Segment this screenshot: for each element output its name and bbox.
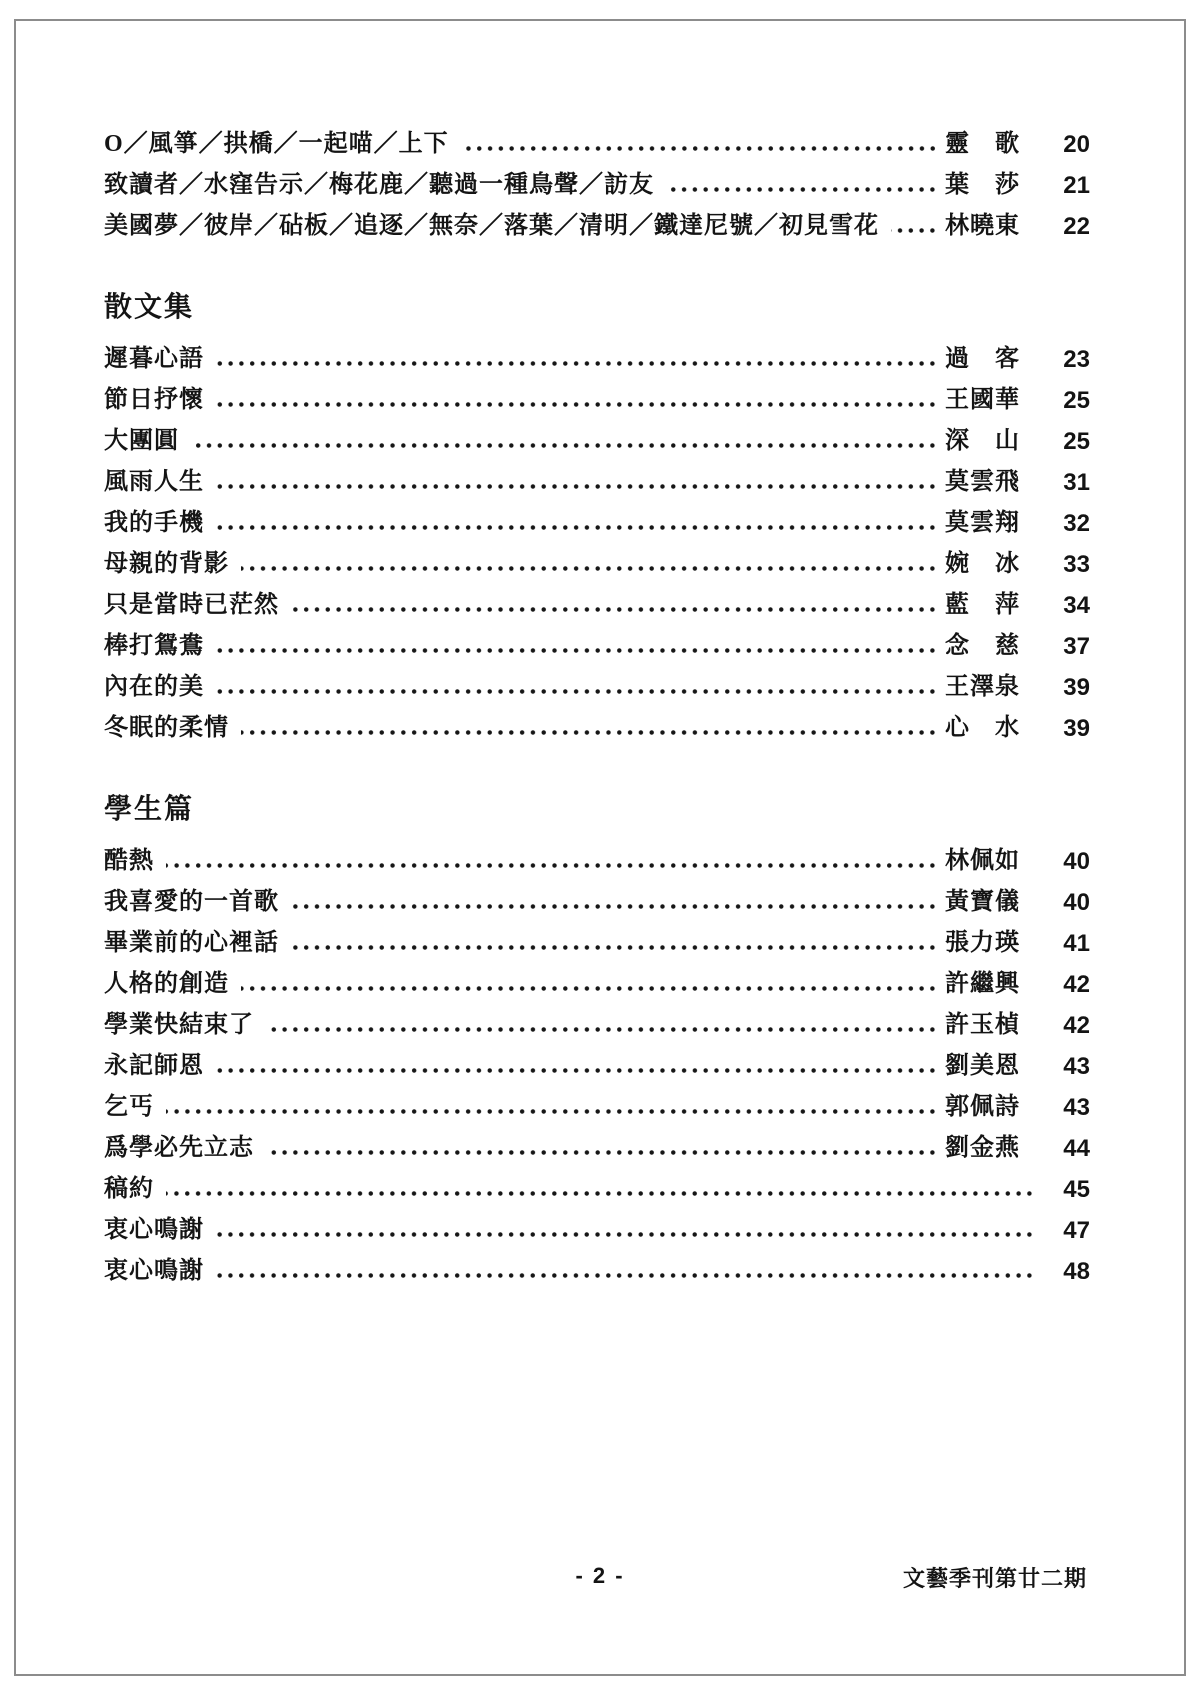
entry-page-number: 31 <box>1063 469 1090 496</box>
entry-title: 風雨人生 <box>104 469 204 495</box>
entry-page-number: 43 <box>1063 1053 1090 1080</box>
entry-title: 我喜愛的一首歌 <box>104 889 279 915</box>
toc-entry <box>104 702 1090 743</box>
entry-title: 衷心鳴謝 <box>104 1258 204 1284</box>
entry-author: 念 慈 <box>945 633 1020 659</box>
toc-entry <box>104 1245 1090 1286</box>
entry-author: 林佩如 <box>945 848 1020 874</box>
dot-leader <box>241 566 941 571</box>
dot-leader <box>666 187 941 192</box>
dot-leader <box>216 402 941 407</box>
entry-page-number: 39 <box>1063 715 1090 742</box>
toc-entry <box>104 620 1090 661</box>
toc-entry <box>104 579 1090 620</box>
entry-page-number: 22 <box>1063 213 1090 240</box>
toc-entry <box>104 1081 1090 1122</box>
dot-leader <box>216 1068 941 1073</box>
entry-author: 莫雲飛 <box>945 469 1020 495</box>
toc-entry <box>104 538 1090 579</box>
toc-entry <box>104 835 1090 876</box>
dot-leader <box>166 1191 1038 1196</box>
toc-entry <box>104 1122 1090 1163</box>
entry-author: 黃寶儀 <box>945 889 1020 915</box>
entry-page-number: 47 <box>1063 1217 1090 1244</box>
toc-entry <box>104 876 1090 917</box>
toc-section <box>104 793 1090 1286</box>
toc-entry <box>104 374 1090 415</box>
entry-author: 張力瑛 <box>945 930 1020 956</box>
entry-page-number: 37 <box>1063 633 1090 660</box>
dot-leader <box>266 1027 941 1032</box>
dot-leader <box>461 146 941 151</box>
entry-page-number: 41 <box>1063 930 1090 957</box>
entry-author: 葉 莎 <box>945 172 1020 198</box>
section-header: 學生篇 <box>104 794 195 825</box>
dot-leader <box>166 863 941 868</box>
toc-entry <box>104 917 1090 958</box>
entry-page-number: 33 <box>1063 551 1090 578</box>
entry-title: 棒打鴛鴦 <box>104 633 204 659</box>
entry-page-number: 42 <box>1063 971 1090 998</box>
entry-author: 深 山 <box>945 428 1020 454</box>
dot-leader <box>216 484 941 489</box>
entry-page-number: 21 <box>1063 172 1090 199</box>
section-header: 散文集 <box>104 292 195 323</box>
entry-title: 畢業前的心裡話 <box>104 930 279 956</box>
entry-author: 心 水 <box>945 715 1020 741</box>
toc-entry <box>104 333 1090 374</box>
entry-author: 藍 萍 <box>945 592 1020 618</box>
entry-title: 節日抒懷 <box>104 387 204 413</box>
entry-author: 王國華 <box>945 387 1020 413</box>
dot-leader <box>216 689 941 694</box>
entry-page-number: 40 <box>1063 889 1090 916</box>
entry-page-number: 25 <box>1063 428 1090 455</box>
toc-entry <box>104 999 1090 1040</box>
dot-leader <box>216 361 941 366</box>
entry-author: 郭佩詩 <box>945 1094 1020 1120</box>
entry-author: 劉金燕 <box>945 1135 1020 1161</box>
dot-leader <box>291 607 941 612</box>
entry-author: 過 客 <box>945 346 1020 372</box>
entry-author: 劉美恩 <box>945 1053 1020 1079</box>
entry-title: 內在的美 <box>104 674 204 700</box>
entry-title: O／風箏／拱橋／一起喵／上下 <box>104 131 449 157</box>
entry-title: 衷心鳴謝 <box>104 1217 204 1243</box>
entry-author: 婉 冰 <box>945 551 1020 577</box>
entry-page-number: 20 <box>1063 131 1090 158</box>
entry-title: 酷熱 <box>104 848 154 874</box>
entry-title: 冬眠的柔情 <box>104 715 229 741</box>
entry-title: 母親的背影 <box>104 551 229 577</box>
entry-author: 莫雲翔 <box>945 510 1020 536</box>
toc-section <box>104 118 1090 241</box>
dot-leader <box>216 648 941 653</box>
toc-sections <box>104 118 1090 1286</box>
entry-title: 只是當時已茫然 <box>104 592 279 618</box>
dot-leader <box>891 228 941 233</box>
entry-page-number: 32 <box>1063 510 1090 537</box>
toc-entry <box>104 200 1090 241</box>
entry-title: 永記師恩 <box>104 1053 204 1079</box>
entry-title: 大團圓 <box>104 428 179 454</box>
entry-page-number: 43 <box>1063 1094 1090 1121</box>
entry-author: 王澤泉 <box>945 674 1020 700</box>
entry-title: 爲學必先立志 <box>104 1135 254 1161</box>
toc-entry <box>104 1204 1090 1245</box>
dot-leader <box>216 525 941 530</box>
entry-page-number: 23 <box>1063 346 1090 373</box>
toc-section <box>104 291 1090 743</box>
toc-entry <box>104 118 1090 159</box>
dot-leader <box>291 945 941 950</box>
dot-leader <box>166 1109 941 1114</box>
toc-entry <box>104 159 1090 200</box>
entry-title: 致讀者／水窪告示／梅花鹿／聽過一種鳥聲／訪友 <box>104 172 654 198</box>
dot-leader <box>241 986 941 991</box>
dot-leader <box>191 443 941 448</box>
toc-entry <box>104 1163 1090 1204</box>
toc-entry <box>104 1040 1090 1081</box>
entry-title: 乞丐 <box>104 1094 154 1120</box>
dot-leader <box>266 1150 941 1155</box>
entry-author: 許繼興 <box>945 971 1020 997</box>
toc-entry <box>104 958 1090 999</box>
entry-title: 我的手機 <box>104 510 204 536</box>
dot-leader <box>241 730 941 735</box>
dot-leader <box>216 1232 1038 1237</box>
footer-page-number: - 2 - <box>575 1563 625 1588</box>
entry-title: 學業快結束了 <box>104 1012 254 1038</box>
entry-author: 許玉楨 <box>945 1012 1020 1038</box>
entry-page-number: 25 <box>1063 387 1090 414</box>
entry-page-number: 34 <box>1063 592 1090 619</box>
entry-page-number: 42 <box>1063 1012 1090 1039</box>
entry-author: 林曉東 <box>945 213 1020 239</box>
entry-page-number: 45 <box>1063 1176 1090 1203</box>
entry-title: 美國夢／彼岸／砧板／追逐／無奈／落葉／清明／鐵達尼號／初見雪花 <box>104 213 879 239</box>
entry-title: 遲暮心語 <box>104 346 204 372</box>
dot-leader <box>216 1273 1038 1278</box>
entry-page-number: 39 <box>1063 674 1090 701</box>
entry-page-number: 48 <box>1063 1258 1090 1285</box>
entry-title: 稿約 <box>104 1176 154 1202</box>
entry-page-number: 44 <box>1063 1135 1090 1162</box>
entry-page-number: 40 <box>1063 848 1090 875</box>
dot-leader <box>291 904 941 909</box>
toc-entry <box>104 415 1090 456</box>
toc-entry <box>104 456 1090 497</box>
toc-entry <box>104 497 1090 538</box>
toc-entry <box>104 661 1090 702</box>
footer-journal-title: 文藝季刊第廿二期 <box>902 1566 1087 1591</box>
entry-title: 人格的創造 <box>104 971 229 997</box>
entry-author: 靈 歌 <box>945 131 1020 157</box>
